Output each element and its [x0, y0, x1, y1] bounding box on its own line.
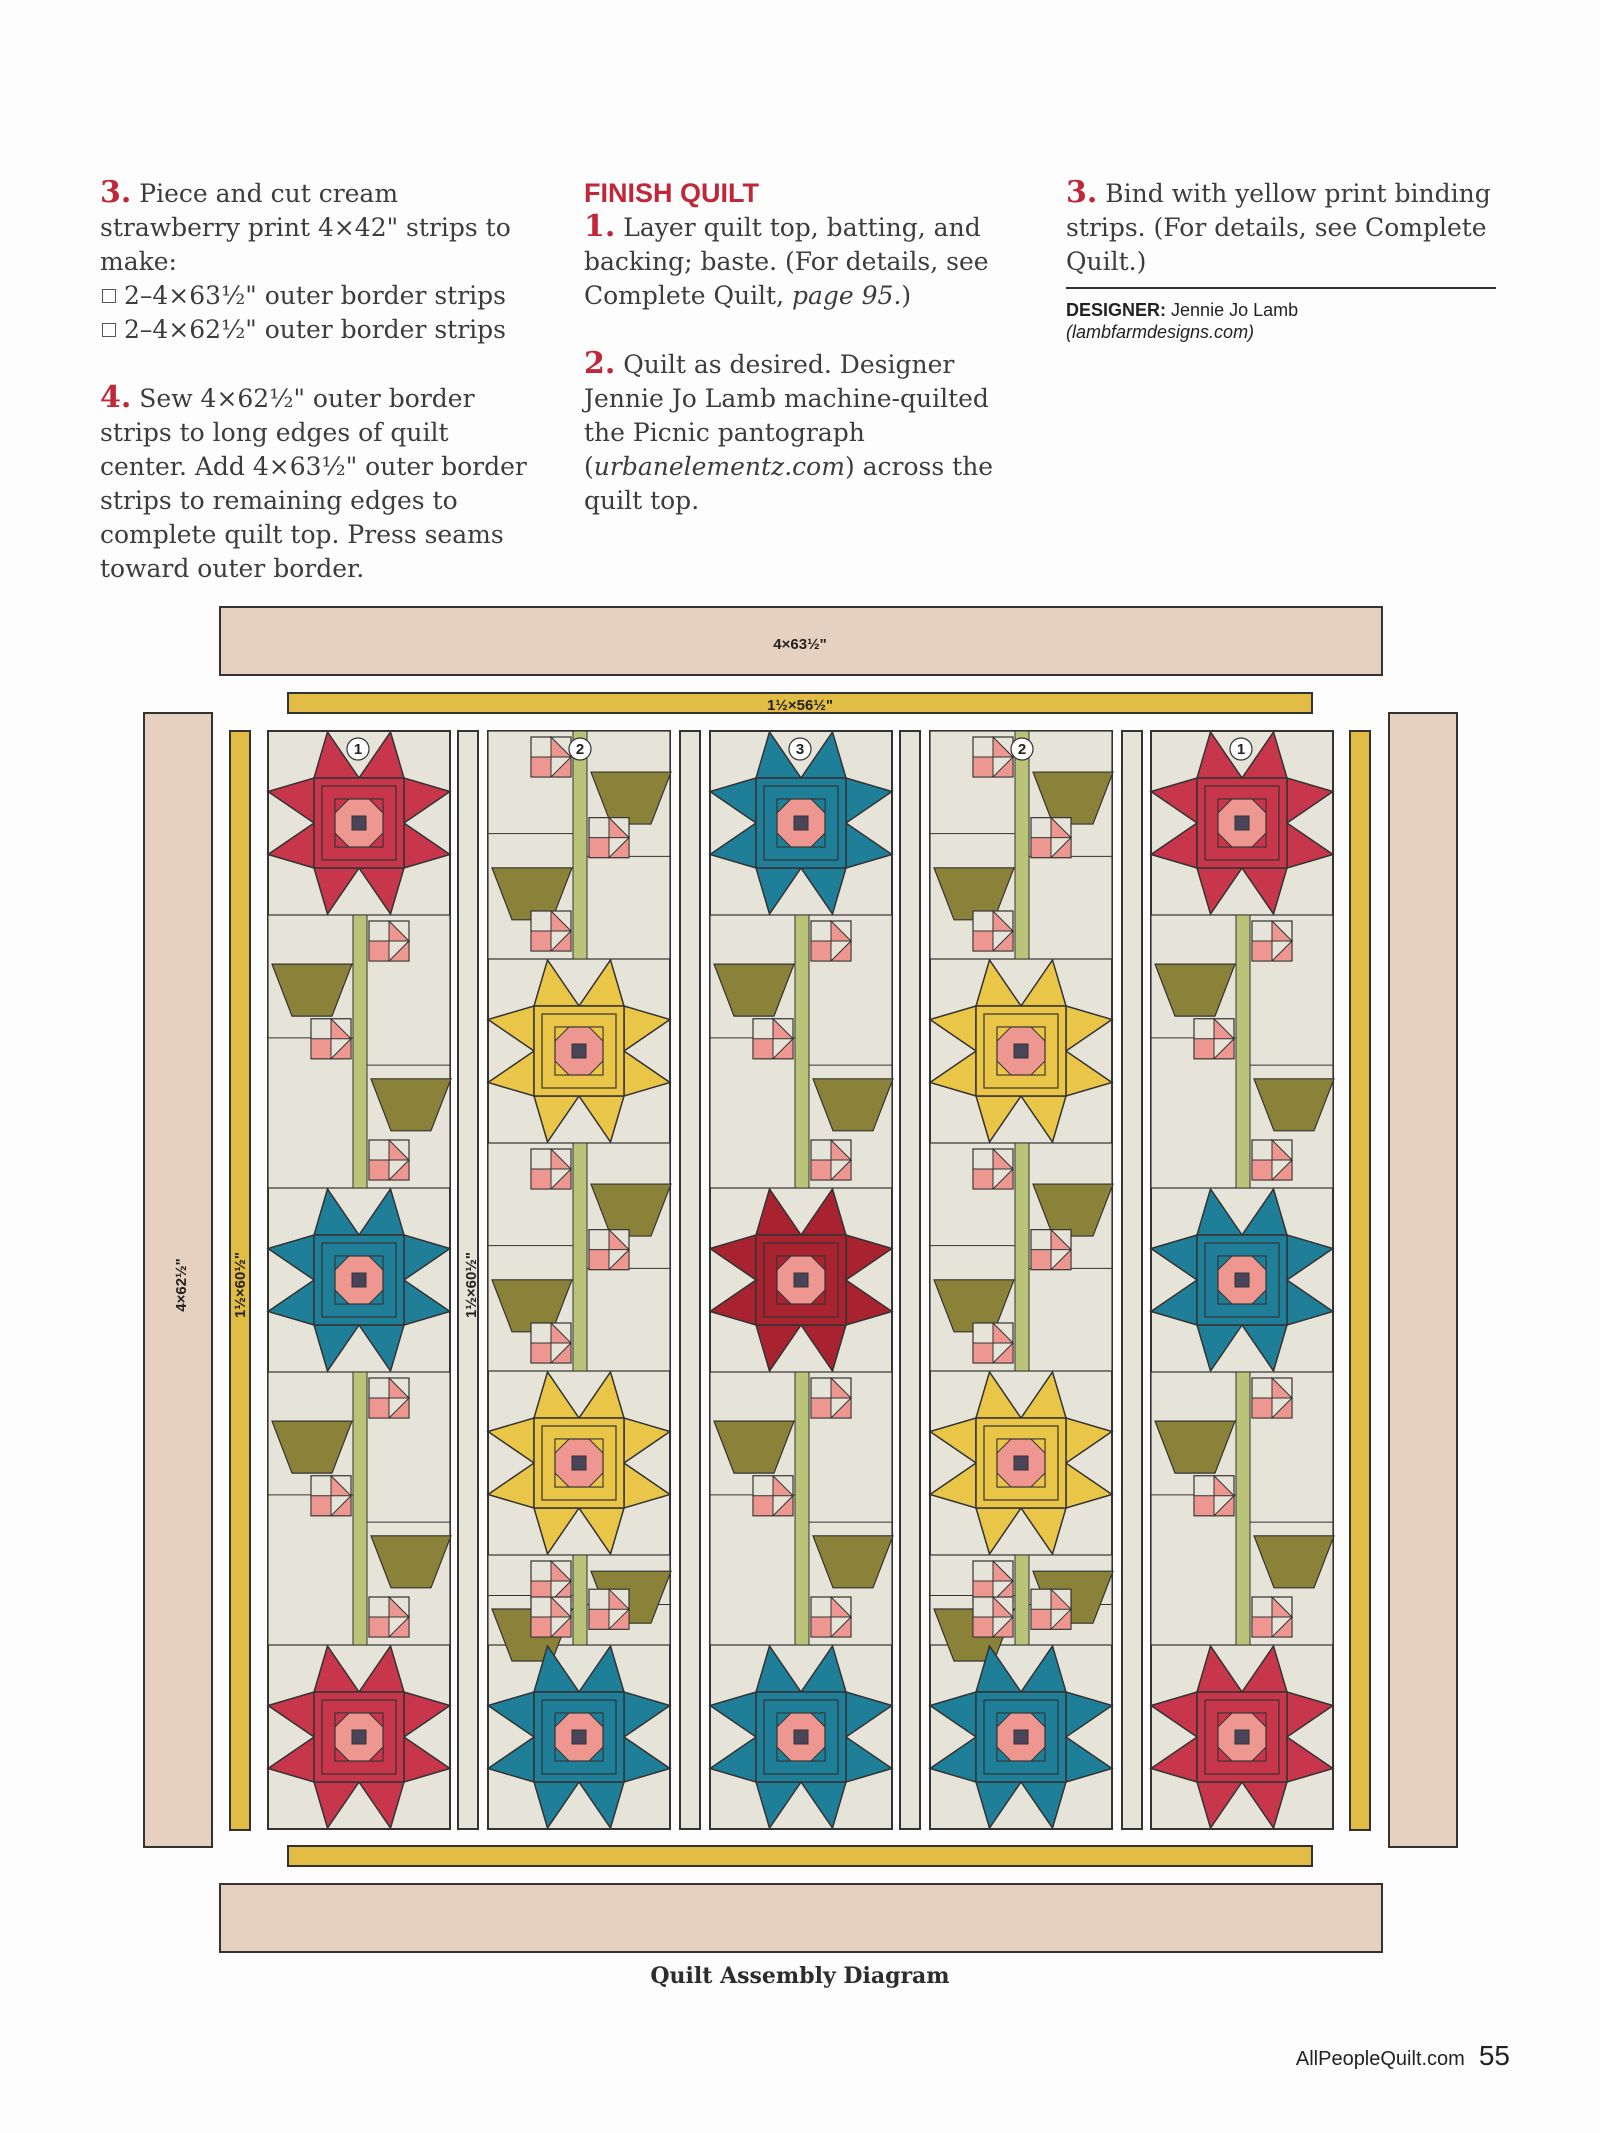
star-center: [352, 1273, 366, 1287]
stem: [573, 1555, 587, 1645]
stem: [1236, 915, 1250, 1188]
bud-petal: [531, 931, 551, 951]
bud-petal: [811, 1160, 831, 1180]
designer-website: (lambfarmdesigns.com): [1066, 322, 1255, 342]
quilt-column: [930, 731, 1113, 1829]
quilt-column: [1151, 731, 1334, 1829]
side-border-label: 4×62½": [173, 1258, 190, 1312]
star-center: [352, 816, 366, 830]
star-center: [1235, 1273, 1249, 1287]
page-number: 55: [1478, 2040, 1510, 2071]
stem: [353, 1372, 367, 1645]
stem: [1015, 731, 1029, 959]
stem: [573, 731, 587, 959]
bud-petal: [369, 1617, 389, 1637]
outer-border-bottom: [220, 1884, 1382, 1952]
bud-petal: [973, 1343, 993, 1363]
designer-label: DESIGNER:: [1066, 300, 1167, 320]
bud-petal: [589, 1609, 609, 1629]
step-number: 2.: [584, 346, 616, 381]
step-text: Quilt as desired. Designer Jennie Jo Lamb machine-quilted the Picnic pantograph (: [584, 350, 989, 481]
star-center: [1014, 1730, 1028, 1744]
bud-petal: [1252, 941, 1272, 961]
stem: [795, 1372, 809, 1645]
step-number: 1.: [584, 209, 616, 244]
inner-border-right: [1350, 731, 1370, 1830]
quilt-column: [710, 731, 893, 1829]
step-text: Bind with yellow print binding strips. (For details, see Complete Quilt.): [1066, 179, 1491, 276]
star-center: [1014, 1044, 1028, 1058]
bud-petal: [973, 1169, 993, 1189]
sashing-strip: [680, 731, 700, 1829]
inner-border-bottom: [288, 1846, 1312, 1866]
page-footer: [1296, 2040, 1510, 2072]
bud-petal: [1031, 1250, 1051, 1270]
star-center: [1235, 816, 1249, 830]
star-center: [572, 1044, 586, 1058]
bud-petal: [811, 1398, 831, 1418]
bud-petal: [753, 1039, 773, 1059]
bud-petal: [311, 1496, 331, 1516]
star-center: [794, 1730, 808, 1744]
bud-petal: [1194, 1039, 1214, 1059]
inner-horizontal-label: 1½×56½": [767, 697, 833, 714]
stem: [795, 915, 809, 1188]
bud-petal: [1194, 1496, 1214, 1516]
star-center: [572, 1730, 586, 1744]
bud-petal: [369, 1160, 389, 1180]
bud-petal: [531, 1617, 551, 1637]
block-number: 2: [1017, 741, 1027, 758]
page-reference: page 95.: [792, 281, 902, 310]
bud-petal: [531, 1169, 551, 1189]
bud-petal: [589, 838, 609, 858]
stem: [353, 915, 367, 1188]
block-number: 2: [575, 741, 585, 758]
bud-petal: [1252, 1617, 1272, 1637]
bud-petal: [531, 1343, 551, 1363]
step-text: Sew 4×62½" outer border strips to long edges of quilt center. Add 4×63½" outer border strips to remaining edges to complete quilt top. Press seams toward outer border.: [100, 384, 527, 583]
top-border-label: 4×63½": [773, 636, 827, 653]
block-number: 1: [353, 741, 363, 758]
star-center: [794, 816, 808, 830]
bud-petal: [1031, 1609, 1051, 1629]
bud-petal: [531, 757, 551, 777]
bud-petal: [1031, 838, 1051, 858]
step-text-end: ): [901, 281, 912, 310]
bud-petal: [811, 1617, 831, 1637]
stem: [1236, 1372, 1250, 1645]
star-center: [572, 1456, 586, 1470]
bud-petal: [753, 1496, 773, 1516]
outer-border-right: [1389, 713, 1457, 1847]
star-center: [794, 1273, 808, 1287]
quilt-column: [488, 731, 671, 1829]
stem: [573, 1143, 587, 1371]
quilt-columns: [268, 731, 1334, 1829]
cut-item: 2–4×63½" outer border strips: [124, 281, 506, 310]
pantograph-link: urbanelementz.com: [593, 452, 845, 481]
bud-petal: [369, 941, 389, 961]
finish-quilt-heading: FINISH QUILT: [584, 178, 759, 208]
diagram-caption: Quilt Assembly Diagram: [650, 1963, 950, 1989]
bud-petal: [311, 1039, 331, 1059]
inner-vertical-label-left: 1½×60½": [232, 1252, 249, 1318]
quilt-column: [268, 731, 451, 1829]
step-text: Piece and cut cream strawberry print 4×42" strips to make:: [100, 179, 511, 276]
bud-petal: [811, 941, 831, 961]
bud-petal: [589, 1250, 609, 1270]
bud-petal: [973, 931, 993, 951]
bud-petal: [973, 757, 993, 777]
block-number: 3: [795, 741, 805, 758]
cut-item: 2–4×62½" outer border strips: [124, 315, 506, 344]
star-center: [1235, 1730, 1249, 1744]
inner-vertical-label-middle: 1½×60½": [463, 1252, 480, 1318]
star-center: [1014, 1456, 1028, 1470]
star-center: [352, 1730, 366, 1744]
sashing-strip: [900, 731, 920, 1829]
stem: [1015, 1555, 1029, 1645]
designer-name: Jennie Jo Lamb: [1171, 300, 1299, 320]
bud-petal: [1252, 1160, 1272, 1180]
step-number: 3.: [100, 175, 132, 210]
sashing-strip: [1122, 731, 1142, 1829]
step-number: 4.: [100, 380, 132, 415]
step-text: Layer quilt top, batting, and backing; baste. (For details, see Complete Quilt,: [584, 213, 989, 310]
bud-petal: [1252, 1398, 1272, 1418]
bud-petal: [369, 1398, 389, 1418]
stem: [1015, 1143, 1029, 1371]
step-number: 3.: [1066, 175, 1098, 210]
website: AllPeopleQuilt.com: [1295, 2048, 1465, 2070]
step-text-end: ) across the quilt top.: [584, 452, 994, 515]
block-number: 1: [1236, 741, 1246, 758]
bud-petal: [973, 1617, 993, 1637]
